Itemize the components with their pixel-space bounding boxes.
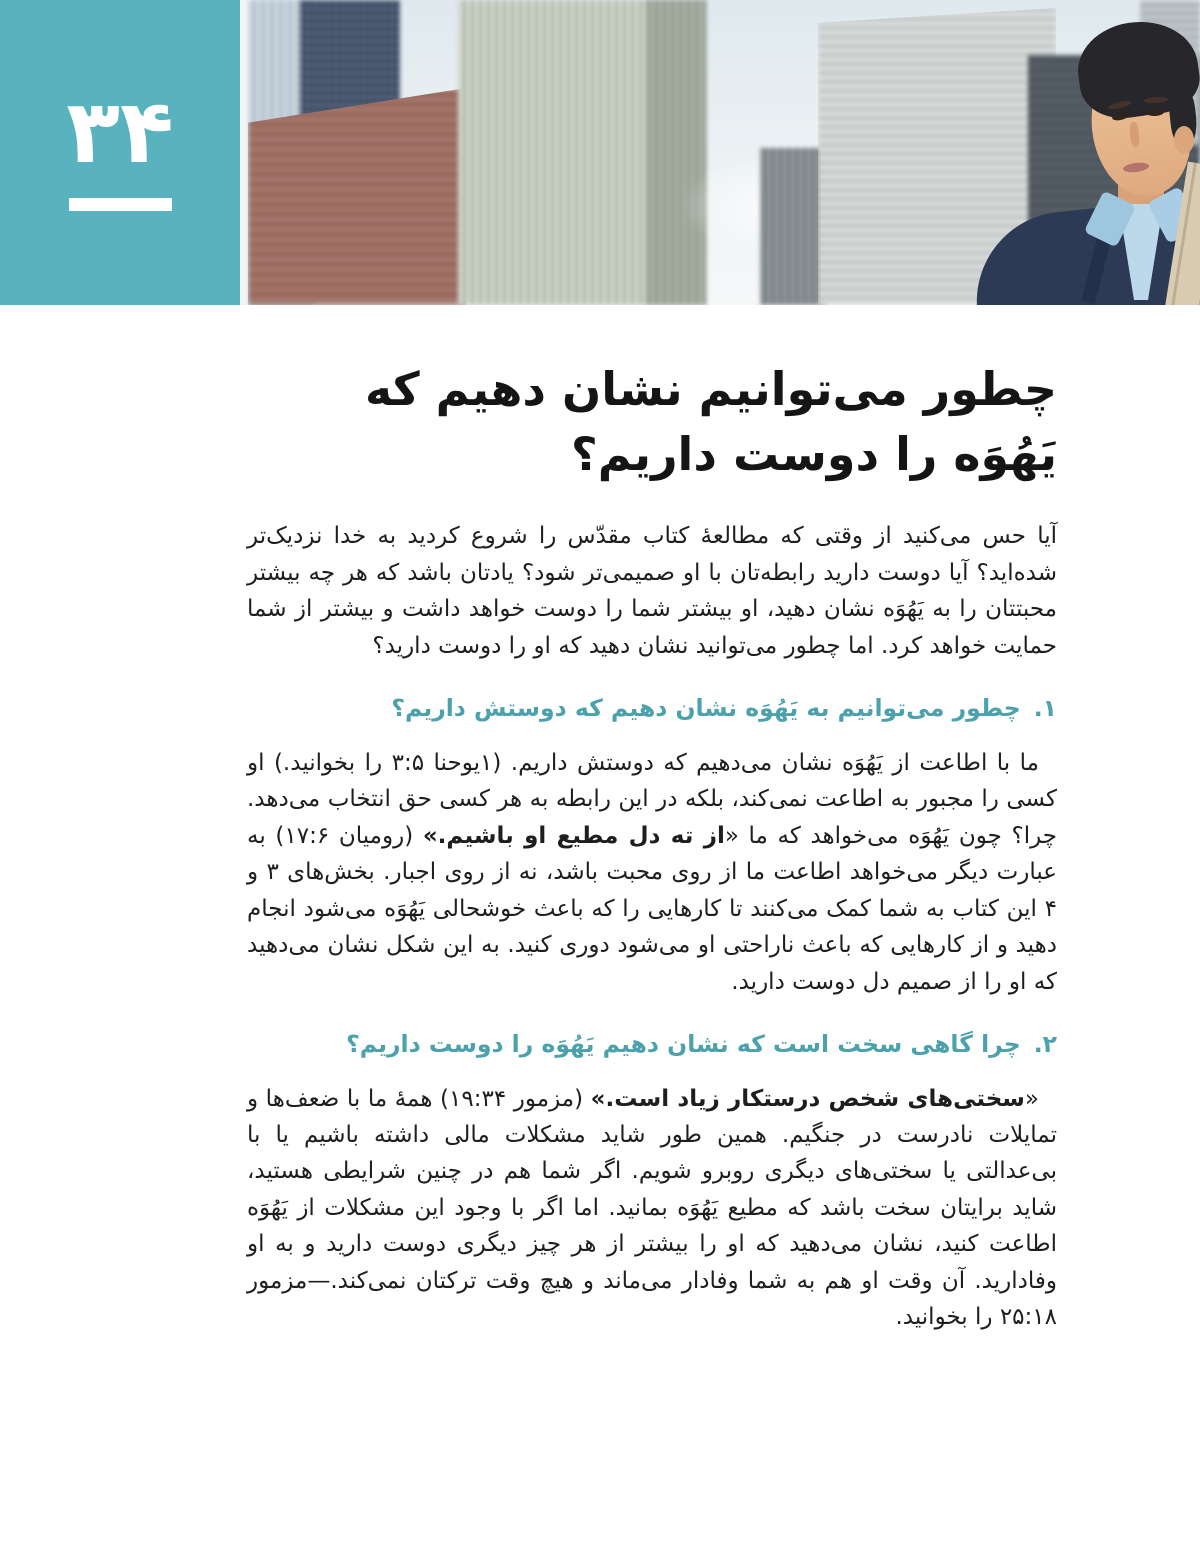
section-1-heading-text: چطور می‌توانیم به یَهُوَه نشان دهیم که دوستش داریم؟ <box>391 694 1021 723</box>
article <box>247 305 1057 1359</box>
intro-paragraph: آیا حس می‌کنید از وقتی که مطالعهٔ کتاب مقدّس را شروع کردید به خدا نزدیک‌تر شده‌اید؟ آیا دوست دارید رابطه‌تان با او صمیمی‌تر شود؟ یادتان باشد که هر چه بیشتر محبتتان را به یَهُوَه نشان دهید، او بیشتر شما را دوست خواهد داشت و بیشتر از شما حمایت خواهد کرد. اما چطور می‌توانید نشان دهید که او را دوست دارید؟ <box>247 523 1057 659</box>
section-1-heading <box>247 691 1057 725</box>
section-2-number: ۲. <box>1033 1029 1057 1058</box>
man-looking-up <box>980 0 1200 305</box>
page-number-box <box>0 0 240 305</box>
page-title-line-1: چطور می‌توانیم نشان دهیم که <box>365 362 1057 416</box>
building-low-dark <box>760 148 826 305</box>
man-ear <box>1174 126 1194 154</box>
building-center-tower-shade <box>646 0 706 305</box>
header-photo <box>240 0 1200 305</box>
section-2-heading <box>247 1027 1057 1061</box>
section-2-paragraph: «سختی‌های شخص درستکار زیاد است.» (مزمور ۱۹:۳۴) همهٔ ما با ضعف‌ها و تمایلات نادرست در جنگیم. همین طور شاید مشکلات مالی داشته باشیم یا با بی‌عدالتی یا سختی‌های دیگری روبرو شویم. اگر شما هم در چنین شرایطی هستید، شاید برایتان سخت باشد که مطیع یَهُوَه بمانید. اما اگر با وجود این مشکلات از یَهُوَه اطاعت کنید، نشان می‌دهید که او را بیشتر از هر چیز دیگری دوست دارید و به او وفادارید. آن وقت او هم به شما وفادار می‌ماند و هیچ وقت ترکتان نمی‌کند.—مزمور ۲۵:۱۸ را بخوانید. <box>247 1085 1057 1331</box>
page-title-line-2: یَهُوَه را دوست داریم؟ <box>571 427 1057 482</box>
page-header <box>0 0 1200 305</box>
page-number-underline <box>69 198 172 211</box>
section-1-number: ۱. <box>1033 694 1057 723</box>
page-number: ۳۴ <box>66 80 174 183</box>
section-2-heading-text: چرا گاهی سخت است که نشان دهیم یَهُوَه را دوست داریم؟ <box>346 1029 1021 1058</box>
page-title <box>247 357 1057 488</box>
building-brick <box>248 88 466 305</box>
section-1-paragraph: ما با اطاعت از یَهُوَه نشان می‌دهیم که دوستش داریم. (۱یوحنا ۳:۵ را بخوانید.) او کسی را مجبور به اطاعت نمی‌کند، بلکه در این رابطه به هر کسی حق انتخاب می‌دهد. چرا؟ چون یَهُوَه می‌خواهد که ما «از ته دل مطیع او باشیم.» (رومیان ۱۷:۶) به عبارت دیگر می‌خواهد اطاعت ما از روی محبت باشد، نه از روی اجبار. بخش‌های ۳ و ۴ این کتاب به شما کمک می‌کنند تا کارهایی را که باعث خوشحالی یَهُوَه می‌شود انجام دهید و از کارهایی که باعث ناراحتی او می‌شود دوری کنید. به این شکل نشان می‌دهید که او را از صمیم دل دوست دارید. <box>247 749 1057 995</box>
